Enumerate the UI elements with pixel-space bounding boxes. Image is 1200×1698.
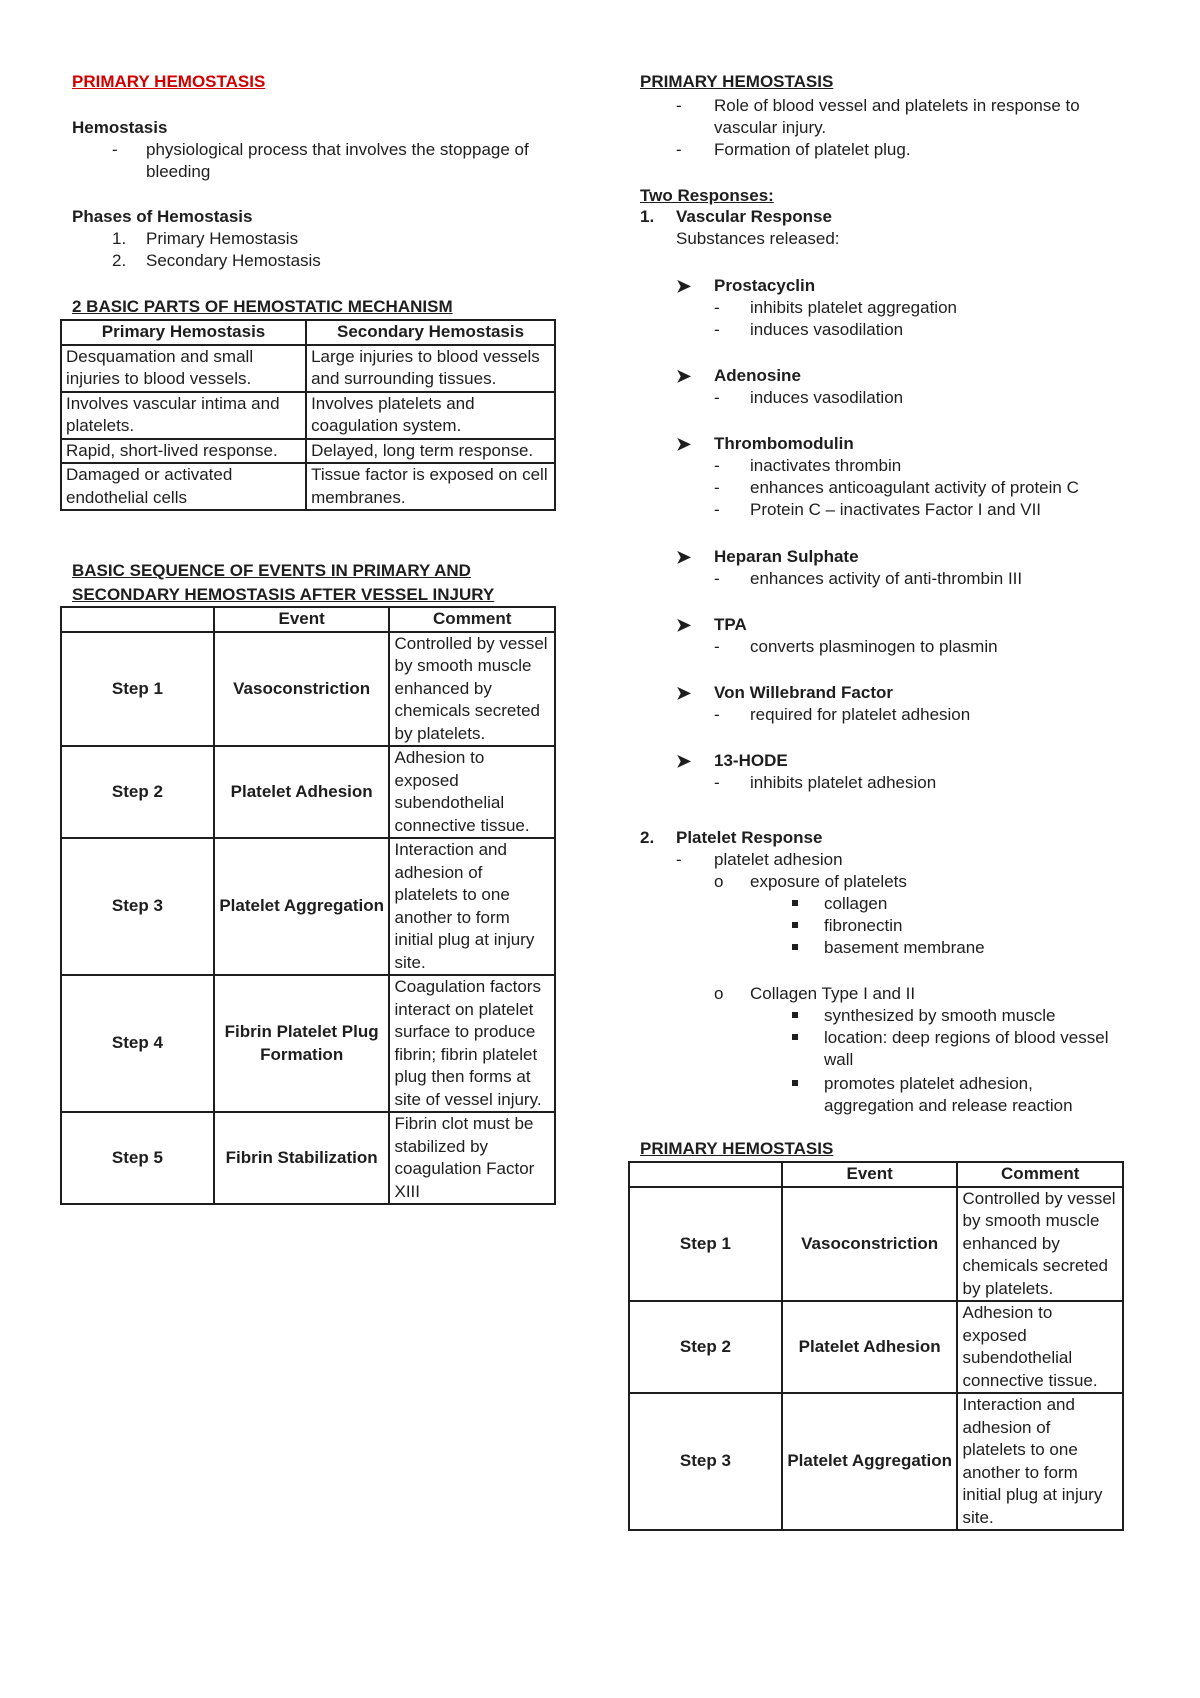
substance-name: Heparan Sulphate (714, 547, 859, 566)
dash-bullet: - (676, 140, 682, 159)
event-name: Platelet Aggregation (782, 1393, 958, 1530)
square-bullet (792, 944, 798, 950)
substance-point: enhances activity of anti-thrombin III (750, 569, 1023, 588)
phase-item: Primary Hemostasis (146, 229, 299, 248)
square-bullet (792, 1034, 798, 1040)
platelet-adhesion: platelet adhesion (714, 850, 843, 869)
square-bullet (792, 1080, 798, 1086)
arrow-bullet-icon: ➤ (676, 683, 692, 703)
dash-bullet: - (676, 96, 682, 115)
arrow-bullet-icon: ➤ (676, 615, 692, 635)
table-row (61, 392, 555, 439)
substance-name: TPA (714, 615, 747, 634)
parts-heading: 2 BASIC PARTS OF HEMOSTATIC MECHANISM (72, 297, 453, 316)
event-name: Fibrin Stabilization (214, 1112, 390, 1204)
substance-name: 13-HODE (714, 751, 788, 770)
two-responses-heading: Two Responses: (640, 186, 774, 205)
phase-number: 1. (112, 229, 127, 248)
step-label: Step 1 (61, 632, 214, 747)
sequence-header-event: Event (214, 607, 390, 632)
exposure-item: fibronectin (824, 916, 903, 935)
substance-name: Prostacyclin (714, 276, 816, 295)
table-cell: Tissue factor is exposed on cell membranes. (306, 463, 555, 510)
event-comment: Adhesion to exposed subendothelial connective tissue. (957, 1301, 1123, 1393)
step-label: Step 4 (61, 975, 214, 1112)
table-row (61, 632, 555, 747)
intro-item: Role of blood vessel and platelets in response to vascular injury. (714, 96, 1080, 137)
square-bullet (792, 900, 798, 906)
left-title: PRIMARY HEMOSTASIS (72, 72, 266, 91)
arrow-bullet-icon: ➤ (676, 751, 692, 771)
table-cell: Involves vascular intima and platelets. (61, 392, 306, 439)
table-header-event: Event (782, 1162, 958, 1187)
table-row (61, 975, 555, 1112)
phase-number: 2. (112, 251, 127, 270)
table-row (629, 1393, 1123, 1530)
event-comment: Controlled by vessel by smooth muscle enhanced by chemicals secreted by platelets. (957, 1187, 1123, 1302)
dash-bullet: - (714, 705, 720, 724)
step-label: Step 2 (61, 746, 214, 838)
event-comment: Controlled by vessel by smooth muscle enhanced by chemicals secreted by platelets. (389, 632, 555, 747)
platelet-number: 2. (640, 828, 655, 847)
table-row (629, 1301, 1123, 1393)
substance-point: enhances anticoagulant activity of protein C (750, 478, 1079, 497)
step-label: Step 3 (61, 838, 214, 975)
sequence-heading-line1: BASIC SEQUENCE OF EVENTS IN PRIMARY AND (72, 561, 471, 580)
event-name: Fibrin Platelet Plug Formation (214, 975, 390, 1112)
exposure-label: exposure of platelets (750, 872, 907, 891)
event-name: Platelet Adhesion (782, 1301, 958, 1393)
hemostasis-heading: Hemostasis (72, 118, 168, 137)
substance-point: induces vasodilation (750, 388, 904, 407)
table-cell: Delayed, long term response. (306, 439, 555, 464)
table-row (61, 1112, 555, 1204)
step-label: Step 1 (629, 1187, 782, 1302)
vascular-heading: Vascular Response (676, 207, 832, 226)
dash-bullet: - (714, 320, 720, 339)
step-label: Step 3 (629, 1393, 782, 1530)
event-comment: Fibrin clot must be stabilized by coagulation Factor XIII (389, 1112, 555, 1204)
dash-bullet: - (676, 850, 682, 869)
table-row (61, 463, 555, 510)
dash-bullet: - (714, 456, 720, 475)
sequence-table (60, 606, 556, 1205)
substance-point: inhibits platelet aggregation (750, 298, 957, 317)
collagen-types-label: Collagen Type I and II (750, 984, 916, 1003)
hemostasis-definition: physiological process that involves the stoppage of bleeding (146, 140, 529, 181)
table-row (61, 439, 555, 464)
table-cell: Desquamation and small injuries to blood vessels. (61, 345, 306, 392)
collagen-item: promotes platelet adhesion, aggregation and release reaction (824, 1074, 1073, 1115)
parts-header-secondary: Secondary Hemostasis (306, 320, 555, 345)
substance-name: Adenosine (714, 366, 801, 385)
substance-point: inactivates thrombin (750, 456, 902, 475)
square-bullet (792, 1012, 798, 1018)
exposure-item: basement membrane (824, 938, 985, 957)
arrow-bullet-icon: ➤ (676, 547, 692, 567)
phase-item: Secondary Hemostasis (146, 251, 321, 270)
dash-bullet: - (714, 388, 720, 407)
primary-hemostasis-table (628, 1161, 1124, 1531)
intro-item: Formation of platelet plug. (714, 140, 911, 159)
substances-label: Substances released: (676, 229, 840, 248)
step-label: Step 5 (61, 1112, 214, 1204)
circle-bullet: o (714, 872, 724, 891)
sequence-heading-line2: SECONDARY HEMOSTASIS AFTER VESSEL INJURY (72, 585, 495, 604)
arrow-bullet-icon: ➤ (676, 434, 692, 454)
substance-point: required for platelet adhesion (750, 705, 971, 724)
circle-bullet: o (714, 984, 724, 1003)
square-bullet (792, 922, 798, 928)
phases-heading: Phases of Hemostasis (72, 207, 253, 226)
table-cell: Large injuries to blood vessels and surrounding tissues. (306, 345, 555, 392)
dash-bullet: - (714, 500, 720, 519)
step-label: Step 2 (629, 1301, 782, 1393)
parts-header-primary: Primary Hemostasis (61, 320, 306, 345)
event-comment: Adhesion to exposed subendothelial connective tissue. (389, 746, 555, 838)
dash-bullet: - (714, 298, 720, 317)
arrow-bullet-icon: ➤ (676, 276, 692, 296)
exposure-item: collagen (824, 894, 888, 913)
event-comment: Interaction and adhesion of platelets to one another to form initial plug at injury site. (957, 1393, 1123, 1530)
event-comment: Coagulation factors interact on platelet surface to produce fibrin; fibrin platelet plug then forms at site of vessel injury. (389, 975, 555, 1112)
parts-table (60, 319, 556, 511)
dash-bullet: - (112, 140, 118, 159)
substance-point: induces vasodilation (750, 320, 904, 339)
table-header-blank (629, 1162, 782, 1187)
substance-point: Protein C – inactivates Factor I and VII (750, 500, 1042, 519)
dash-bullet: - (714, 478, 720, 497)
event-name: Vasoconstriction (214, 632, 390, 747)
table-header-comment: Comment (957, 1162, 1123, 1187)
platelet-heading: Platelet Response (676, 828, 823, 847)
dash-bullet: - (714, 569, 720, 588)
vascular-number: 1. (640, 207, 655, 226)
collagen-item: location: deep regions of blood vessel wall (824, 1028, 1109, 1069)
dash-bullet: - (714, 773, 720, 792)
substance-name: Von Willebrand Factor (714, 683, 893, 702)
event-name: Platelet Adhesion (214, 746, 390, 838)
event-name: Vasoconstriction (782, 1187, 958, 1302)
table-row (61, 838, 555, 975)
sequence-header-comment: Comment (389, 607, 555, 632)
event-name: Platelet Aggregation (214, 838, 390, 975)
event-comment: Interaction and adhesion of platelets to one another to form initial plug at injury site. (389, 838, 555, 975)
table-cell: Rapid, short-lived response. (61, 439, 306, 464)
arrow-bullet-icon: ➤ (676, 366, 692, 386)
table-cell: Involves platelets and coagulation system. (306, 392, 555, 439)
sequence-header-blank (61, 607, 214, 632)
dash-bullet: - (714, 637, 720, 656)
table-cell: Damaged or activated endothelial cells (61, 463, 306, 510)
collagen-item: synthesized by smooth muscle (824, 1006, 1056, 1025)
right-table-heading: PRIMARY HEMOSTASIS (640, 1139, 834, 1158)
right-title: PRIMARY HEMOSTASIS (640, 72, 834, 91)
substance-name: Thrombomodulin (714, 434, 854, 453)
table-row (61, 746, 555, 838)
substance-point: inhibits platelet adhesion (750, 773, 937, 792)
table-row (61, 345, 555, 392)
table-row (629, 1187, 1123, 1302)
substance-point: converts plasminogen to plasmin (750, 637, 998, 656)
